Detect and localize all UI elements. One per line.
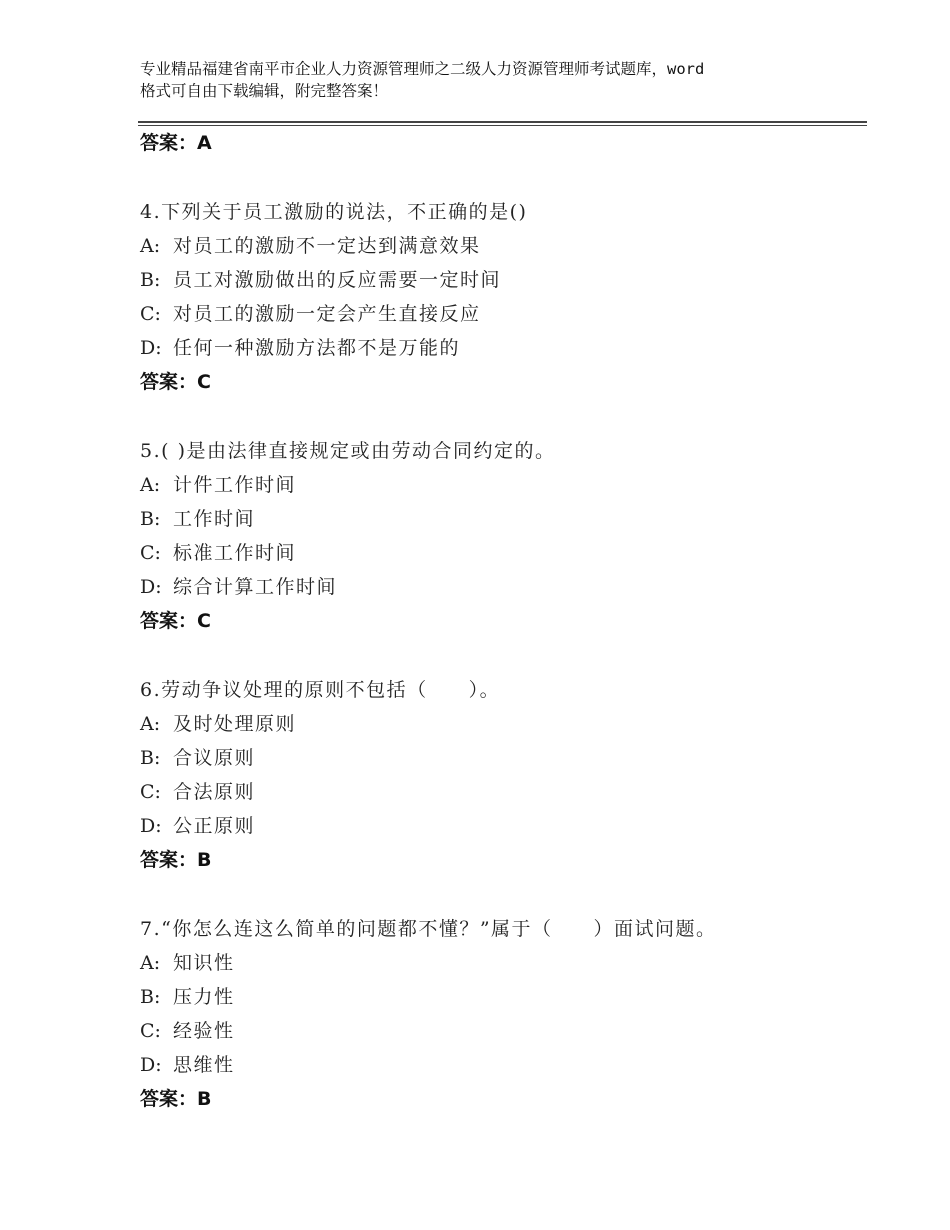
option-c — [140, 536, 860, 570]
option-text: 公正原则 — [173, 815, 256, 837]
option-text: 标准工作时间 — [173, 542, 297, 564]
option-text: 思维性 — [173, 1054, 235, 1076]
option-d — [140, 570, 860, 604]
option-letter: C: — [140, 1020, 161, 1042]
option-text: 综合计算工作时间 — [173, 576, 338, 598]
option-c — [140, 297, 860, 331]
option-c — [140, 1014, 860, 1048]
option-letter: A: — [140, 235, 161, 257]
option-letter: D: — [140, 337, 162, 359]
option-letter: C: — [140, 303, 161, 325]
header-title-line1: 专业精品福建省南平市企业人力资源管理师之二级人力资源管理师考试题库，word — [140, 60, 705, 78]
option-text: 对员工的激励不一定达到满意效果 — [173, 235, 481, 257]
answer-line: 答案：B — [140, 849, 212, 871]
option-b — [140, 980, 860, 1014]
option-a — [140, 229, 860, 263]
option-a — [140, 707, 860, 741]
option-text: 对员工的激励一定会产生直接反应 — [173, 303, 481, 325]
option-text: 知识性 — [173, 952, 235, 974]
option-letter: B: — [140, 508, 161, 530]
option-text: 计件工作时间 — [173, 474, 297, 496]
option-text: 员工对激励做出的反应需要一定时间 — [173, 269, 502, 291]
option-text: 工作时间 — [173, 508, 256, 530]
option-letter: A: — [140, 474, 161, 496]
option-b — [140, 263, 860, 297]
answer-line: 答案：C — [140, 371, 211, 393]
option-letter: A: — [140, 713, 161, 735]
question-7 — [140, 912, 860, 1116]
option-letter: A: — [140, 952, 161, 974]
option-letter: C: — [140, 781, 161, 803]
option-letter: B: — [140, 747, 161, 769]
option-d — [140, 809, 860, 843]
option-text: 合法原则 — [173, 781, 256, 803]
option-text: 合议原则 — [173, 747, 256, 769]
question-stem: 4.下列关于员工激励的说法，不正确的是() — [140, 201, 528, 223]
option-a — [140, 468, 860, 502]
document-body — [140, 126, 860, 1116]
question-4 — [140, 195, 860, 399]
option-text: 任何一种激励方法都不是万能的 — [173, 337, 461, 359]
option-letter: D: — [140, 815, 162, 837]
option-text: 经验性 — [173, 1020, 235, 1042]
option-d — [140, 1048, 860, 1082]
option-letter: B: — [140, 986, 161, 1008]
option-text: 及时处理原则 — [173, 713, 297, 735]
option-text: 压力性 — [173, 986, 235, 1008]
option-letter: D: — [140, 1054, 162, 1076]
option-b — [140, 741, 860, 775]
answer-line-q3: 答案：A — [140, 132, 212, 154]
answer-line: 答案：B — [140, 1088, 212, 1110]
option-d — [140, 331, 860, 365]
question-stem: 7.“你怎么连这么简单的问题都不懂？”属于（ ）面试问题。 — [140, 918, 717, 940]
option-letter: D: — [140, 576, 162, 598]
question-5 — [140, 434, 860, 638]
answer-line: 答案：C — [140, 610, 211, 632]
option-letter: B: — [140, 269, 161, 291]
option-a — [140, 946, 860, 980]
option-b — [140, 502, 860, 536]
option-c — [140, 775, 860, 809]
header-title-line2: 格式可自由下载编辑，附完整答案！ — [140, 82, 389, 100]
question-6 — [140, 673, 860, 877]
document-header — [140, 58, 830, 102]
header-divider-thick — [138, 121, 867, 123]
question-stem: 6.劳动争议处理的原则不包括（ ）。 — [140, 679, 501, 701]
question-stem: 5.( )是由法律直接规定或由劳动合同约定的。 — [140, 440, 556, 462]
option-letter: C: — [140, 542, 161, 564]
